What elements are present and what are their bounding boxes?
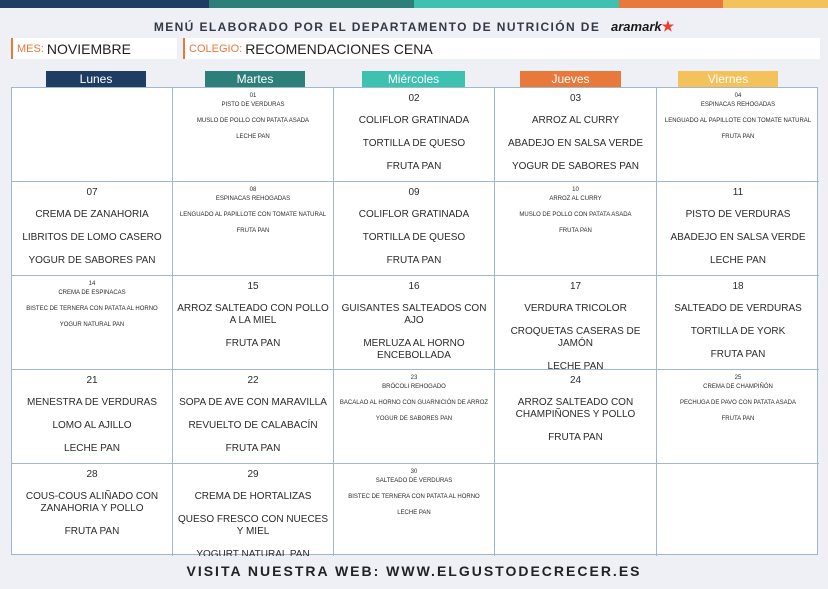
day-number: 09 xyxy=(408,187,420,198)
menu-item: LECHE PAN xyxy=(64,443,120,454)
day-number: 22 xyxy=(247,375,259,386)
menu-item: FRUTA PAN xyxy=(710,349,766,360)
menu-item: LOMO AL AJILLO xyxy=(52,420,132,431)
menu-item: ESPINACAS REHOGADAS xyxy=(215,196,291,202)
day-cell xyxy=(12,370,173,464)
menu-item: BISTEC DE TERNERA CON PATATA AL HORNO xyxy=(348,494,480,500)
menu-item: YOGUR DE SABORES PAN xyxy=(28,255,156,266)
day-number: 29 xyxy=(247,469,259,480)
day-cell xyxy=(173,464,334,556)
menu-item: BACALAO AL HORNO CON GUARNICIÓN DE ARROZ xyxy=(339,400,489,406)
menu-item: PISTO DE VERDURAS xyxy=(221,102,285,108)
day-number: 23 xyxy=(410,375,418,381)
menu-item: FRUTA PAN xyxy=(559,228,592,234)
top-color-bar xyxy=(0,0,828,8)
menu-item: PISTO DE VERDURAS xyxy=(685,209,791,220)
menu-item: FRUTA PAN xyxy=(236,228,270,234)
menu-item: YOGUR DE SABORES PAN xyxy=(511,161,640,172)
menu-item: CREMA DE CHAMPIÑÓN xyxy=(703,384,773,390)
day-cell xyxy=(495,276,657,370)
menu-item: CREMA DE ZANAHORIA xyxy=(35,209,149,220)
menu-item: QUESO FRESCO CON NUECES Y MIEL xyxy=(177,514,329,537)
day-cell xyxy=(657,370,819,464)
menu-item: BRÓCOLI REHOGADO xyxy=(382,384,446,390)
website-footer: VISITA NUESTRA WEB: WWW.ELGUSTODECRECER.ES xyxy=(186,563,642,579)
menu-item: TORTILLA DE QUESO xyxy=(362,138,466,149)
menu-item: TORTILLA DE YORK xyxy=(690,326,786,337)
menu-item: SALTEADO DE VERDURAS xyxy=(674,303,802,314)
month-label: MES: xyxy=(17,42,44,55)
day-number: 28 xyxy=(86,469,98,480)
menu-item: ABADEJO EN SALSA VERDE xyxy=(670,232,806,243)
day-cell xyxy=(495,88,657,182)
day-cell xyxy=(173,88,334,182)
menu-item: ARROZ AL CURRY xyxy=(549,196,602,202)
menu-item: ARROZ AL CURRY xyxy=(531,115,620,126)
menu-item: YOGURT NATURAL PAN xyxy=(196,549,310,556)
menu-item: YOGUR DE SABORES PAN xyxy=(375,416,453,422)
day-cell xyxy=(495,370,657,464)
day-cell xyxy=(334,88,495,182)
menu-item: FRUTA PAN xyxy=(386,255,442,266)
day-header-miercoles: Miércoles xyxy=(362,71,465,87)
day-cell xyxy=(657,88,819,182)
day-header-lunes: Lunes xyxy=(46,71,146,87)
day-number: 25 xyxy=(734,375,742,381)
day-number: 16 xyxy=(408,281,420,292)
menu-item: VERDURA TRICOLOR xyxy=(524,303,627,314)
page-title xyxy=(0,18,828,35)
menu-item: CREMA DE ESPINACAS xyxy=(58,290,126,296)
day-number: 17 xyxy=(569,281,582,292)
month-field xyxy=(11,38,177,59)
day-cell xyxy=(173,370,334,464)
menu-item: MERLUZA AL HORNO ENCEBOLLADA xyxy=(363,338,465,361)
menu-item: FRUTA PAN xyxy=(225,443,281,454)
day-header-jueves: Jueves xyxy=(520,71,621,87)
menu-item: SALTEADO DE VERDURAS xyxy=(375,478,453,484)
school-value: RECOMENDACIONES CENA xyxy=(245,40,433,57)
day-number: 02 xyxy=(408,93,420,104)
day-number: 04 xyxy=(734,93,742,99)
color-stripe-martes xyxy=(209,0,414,8)
day-cell xyxy=(657,182,819,276)
menu-item: GUISANTES SALTEADOS CON AJO xyxy=(341,303,487,326)
school-field xyxy=(183,38,820,59)
star-icon: ★ xyxy=(661,18,675,34)
day-number: 21 xyxy=(86,375,98,386)
menu-item: LECHE PAN xyxy=(710,255,766,266)
day-cell xyxy=(334,370,495,464)
day-number: 18 xyxy=(732,281,744,292)
day-number: 11 xyxy=(732,187,744,198)
menu-item: ESPINACAS REHOGADAS xyxy=(700,102,776,108)
day-cell xyxy=(334,276,495,370)
menu-item: COUS-COUS ALIÑADO CON ZANAHORIA Y POLLO xyxy=(25,491,159,514)
menu-item: MENESTRA DE VERDURAS xyxy=(26,397,158,408)
day-cell xyxy=(495,464,657,556)
day-number: 01 xyxy=(249,93,257,99)
month-value: NOVIEMBRE xyxy=(46,40,131,57)
menu-item: CREMA DE HORTALIZAS xyxy=(194,491,312,502)
menu-item: FRUTA PAN xyxy=(721,134,755,140)
color-stripe-jueves xyxy=(619,0,723,8)
title-text: MENÚ ELABORADO POR EL DEPARTAMENTO DE NUTRICIÓN DE xyxy=(153,20,601,34)
menu-item: FRUTA PAN xyxy=(721,416,755,422)
day-number: 14 xyxy=(88,281,96,287)
menu-item: REVUELTO DE CALABACÍN xyxy=(188,420,318,431)
menu-item: LENGUADO AL PAPILLOTE CON TOMATE NATURAL xyxy=(664,118,812,124)
color-stripe-viernes xyxy=(723,0,828,8)
day-cell xyxy=(12,182,173,276)
school-label: COLEGIO: xyxy=(189,42,243,55)
day-number: 30 xyxy=(410,469,418,475)
day-number: 10 xyxy=(572,187,579,193)
day-cell xyxy=(334,182,495,276)
menu-item: LECHE PAN xyxy=(397,510,431,516)
menu-item: LECHE PAN xyxy=(547,361,604,370)
menu-item: MUSLO DE POLLO CON PATATA ASADA xyxy=(519,212,632,218)
menu-item: ARROZ SALTEADO CON POLLO A LA MIEL xyxy=(177,303,329,326)
day-number: 08 xyxy=(249,187,257,193)
menu-item: CROQUETAS CASERAS DE JAMÓN xyxy=(510,326,641,349)
menu-item: YOGUR NATURAL PAN xyxy=(59,322,125,328)
logo-text: aramark xyxy=(611,19,662,34)
menu-item: FRUTA PAN xyxy=(64,526,120,537)
day-cell xyxy=(495,182,657,276)
menu-item: PECHUGA DE PAVO CON PATATA ASADA xyxy=(680,400,796,406)
day-number: 15 xyxy=(247,281,259,292)
menu-item: FRUTA PAN xyxy=(386,161,442,172)
aramark-logo xyxy=(611,18,674,35)
menu-item: COLIFLOR GRATINADA xyxy=(358,115,470,126)
day-number: 07 xyxy=(86,187,98,198)
menu-item: FRUTA PAN xyxy=(548,432,603,443)
menu-item: FRUTA PAN xyxy=(225,338,281,349)
menu-item: BISTEC DE TERNERA CON PATATA AL HORNO xyxy=(26,306,158,312)
menu-item: LIBRITOS DE LOMO CASERO xyxy=(22,232,162,243)
day-cell xyxy=(657,276,819,370)
day-cell xyxy=(334,464,495,556)
day-cell xyxy=(12,464,173,556)
menu-item: LENGUADO AL PAPILLOTE CON TOMATE NATURAL xyxy=(179,212,327,218)
day-cell xyxy=(12,88,173,182)
day-number: 03 xyxy=(569,93,582,104)
day-cell xyxy=(657,464,819,556)
menu-item: LECHE PAN xyxy=(236,134,270,140)
day-header-martes: Martes xyxy=(205,71,305,87)
menu-item: SOPA DE AVE CON MARAVILLA xyxy=(179,397,327,408)
menu-item: TORTILLA DE QUESO xyxy=(362,232,466,243)
menu-calendar-grid xyxy=(11,87,818,555)
menu-item: MUSLO DE POLLO CON PATATA ASADA xyxy=(196,118,310,124)
day-cell xyxy=(12,276,173,370)
day-number: 24 xyxy=(569,375,582,386)
color-stripe-miercoles xyxy=(414,0,619,8)
menu-item: ABADEJO EN SALSA VERDE xyxy=(507,138,644,149)
day-cell xyxy=(173,276,334,370)
day-header-viernes: Viernes xyxy=(678,71,778,87)
menu-item: COLIFLOR GRATINADA xyxy=(358,209,470,220)
menu-item: ARROZ SALTEADO CON CHAMPIÑONES Y POLLO xyxy=(515,397,636,420)
day-cell xyxy=(173,182,334,276)
color-stripe-lunes xyxy=(0,0,209,8)
